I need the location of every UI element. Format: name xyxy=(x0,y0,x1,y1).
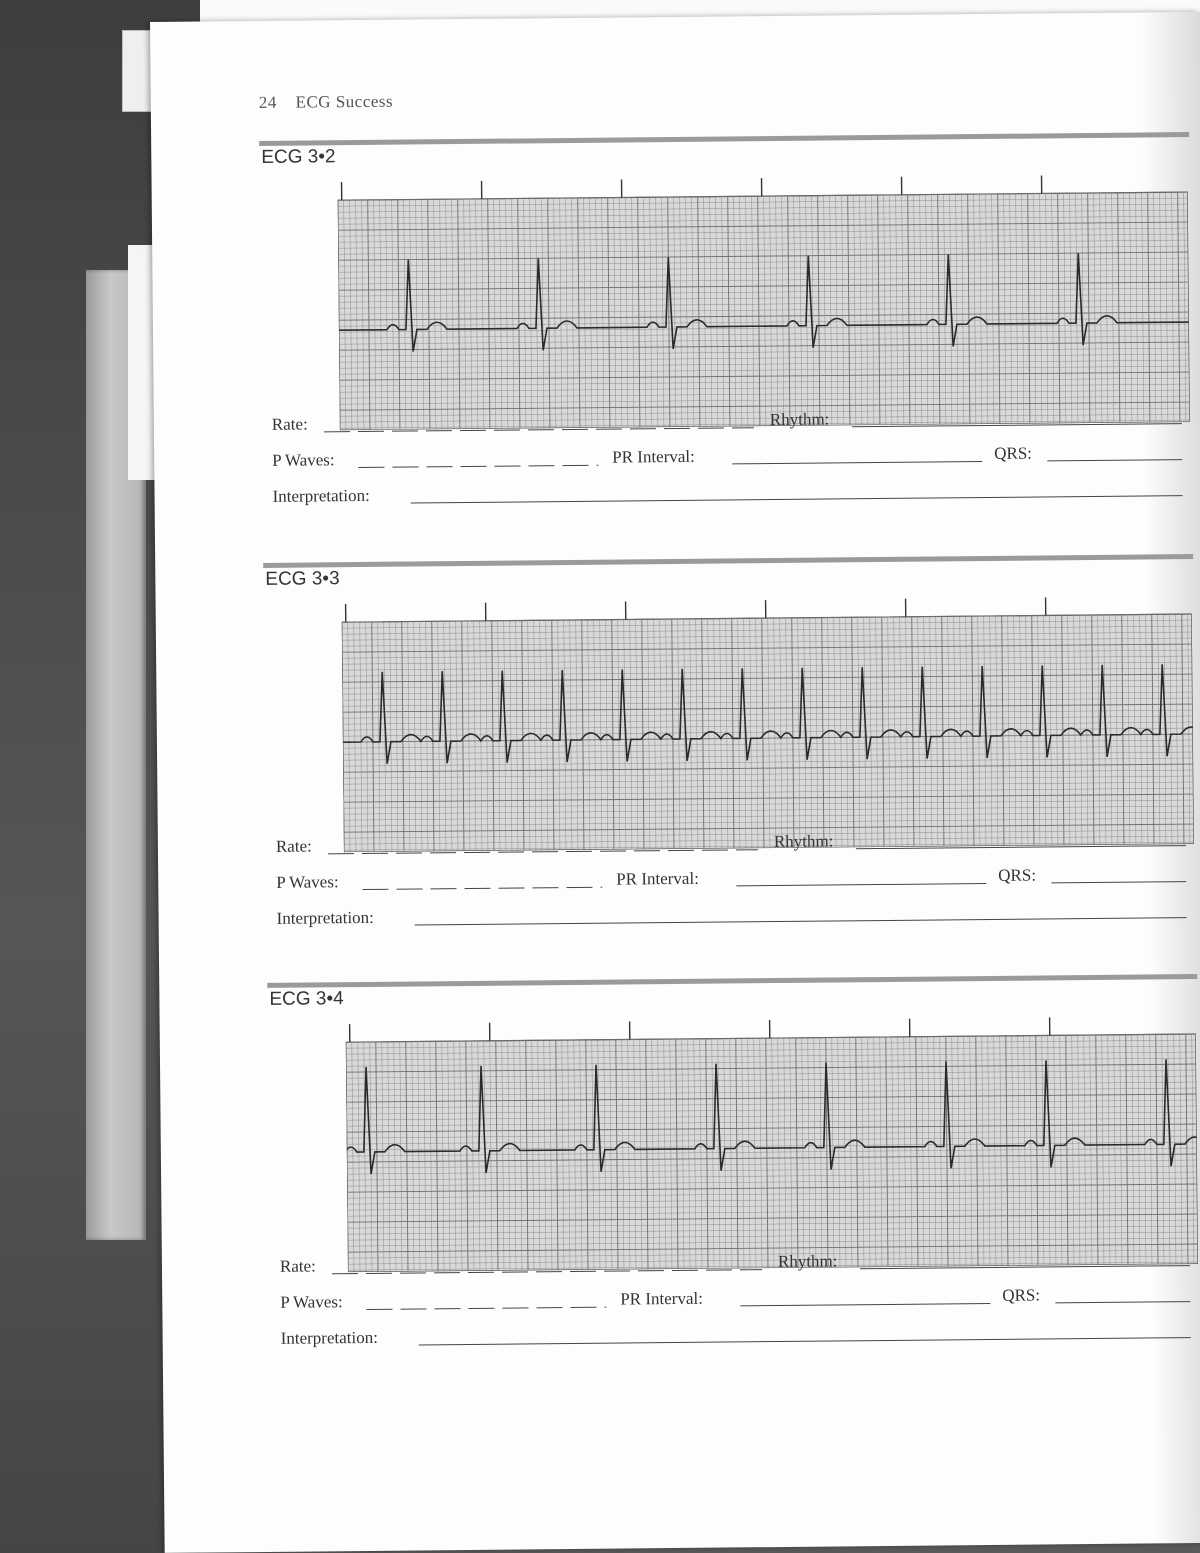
ecg-exercise xyxy=(259,132,1193,541)
page-header xyxy=(259,92,394,113)
pr-interval-blank[interactable] xyxy=(740,1303,990,1306)
rhythm-label: Rhythm: xyxy=(777,1251,838,1272)
ecg-label: ECG 3•3 xyxy=(265,568,340,590)
qrs-blank[interactable] xyxy=(1051,881,1186,883)
p-waves-blank[interactable] xyxy=(358,465,598,468)
ecg-label: ECG 3•2 xyxy=(261,146,336,168)
qrs-blank[interactable] xyxy=(1047,459,1182,461)
rhythm-label: Rhythm: xyxy=(773,831,834,852)
interpretation-blank[interactable] xyxy=(411,495,1183,503)
interpretation-blank[interactable] xyxy=(419,1337,1191,1345)
ecg-exercise xyxy=(267,974,1200,1383)
answer-form xyxy=(276,820,1197,939)
interpretation-row xyxy=(277,900,1197,933)
qrs-blank[interactable] xyxy=(1055,1301,1190,1303)
pwaves-pr-qrs-row xyxy=(272,442,1192,475)
qrs-label: QRS: xyxy=(1002,1285,1041,1305)
pr-interval-label: PR Interval: xyxy=(620,1288,704,1309)
rate-blank[interactable] xyxy=(328,849,758,854)
section-rule xyxy=(267,974,1197,988)
p-waves-label: P Waves: xyxy=(272,450,335,470)
ecg-strip xyxy=(342,594,1194,852)
rhythm-blank[interactable] xyxy=(860,1265,1190,1269)
section-rule xyxy=(259,132,1189,146)
workbook-page xyxy=(150,12,1200,1553)
pr-interval-blank[interactable] xyxy=(732,461,982,464)
rate-label: Rate: xyxy=(279,1256,316,1276)
ecg-exercise xyxy=(263,554,1197,963)
ecg-strip xyxy=(338,172,1190,430)
rate-rhythm-row xyxy=(272,406,1192,439)
p-waves-label: P Waves: xyxy=(280,1292,343,1312)
rhythm-blank[interactable] xyxy=(852,423,1182,427)
rate-rhythm-row xyxy=(280,1248,1200,1281)
rhythm-blank[interactable] xyxy=(856,845,1186,849)
interpretation-blank[interactable] xyxy=(415,917,1187,925)
rate-blank[interactable] xyxy=(332,1269,762,1274)
ecg-label: ECG 3•4 xyxy=(269,988,344,1010)
ecg-strip xyxy=(346,1014,1198,1272)
interpretation-row xyxy=(281,1320,1200,1353)
ecg-strip-svg xyxy=(342,594,1194,852)
interpretation-label: Interpretation: xyxy=(276,907,374,928)
pr-interval-label: PR Interval: xyxy=(616,868,699,889)
qrs-label: QRS: xyxy=(998,865,1037,885)
interpretation-row xyxy=(272,478,1192,511)
p-waves-label: P Waves: xyxy=(276,872,339,892)
pr-interval-label: PR Interval: xyxy=(612,446,695,467)
ecg-strip-svg xyxy=(346,1014,1198,1272)
rate-label: Rate: xyxy=(271,414,308,434)
qrs-label: QRS: xyxy=(994,443,1033,463)
pwaves-pr-qrs-row xyxy=(276,864,1196,897)
rhythm-label: Rhythm: xyxy=(769,409,830,430)
answer-form xyxy=(280,1240,1200,1359)
p-waves-blank[interactable] xyxy=(366,1307,606,1310)
rate-label: Rate: xyxy=(275,836,312,856)
section-rule xyxy=(263,554,1193,568)
page-number: 24 xyxy=(258,92,277,112)
interpretation-label: Interpretation: xyxy=(272,485,370,506)
rate-blank[interactable] xyxy=(324,427,754,432)
pr-interval-blank[interactable] xyxy=(736,883,986,886)
p-waves-blank[interactable] xyxy=(362,887,602,890)
pwaves-pr-qrs-row xyxy=(280,1284,1200,1317)
answer-form xyxy=(272,398,1193,517)
rate-rhythm-row xyxy=(276,828,1196,861)
book-title: ECG Success xyxy=(295,91,394,112)
interpretation-label: Interpretation: xyxy=(280,1327,378,1348)
ecg-strip-svg xyxy=(338,172,1190,430)
